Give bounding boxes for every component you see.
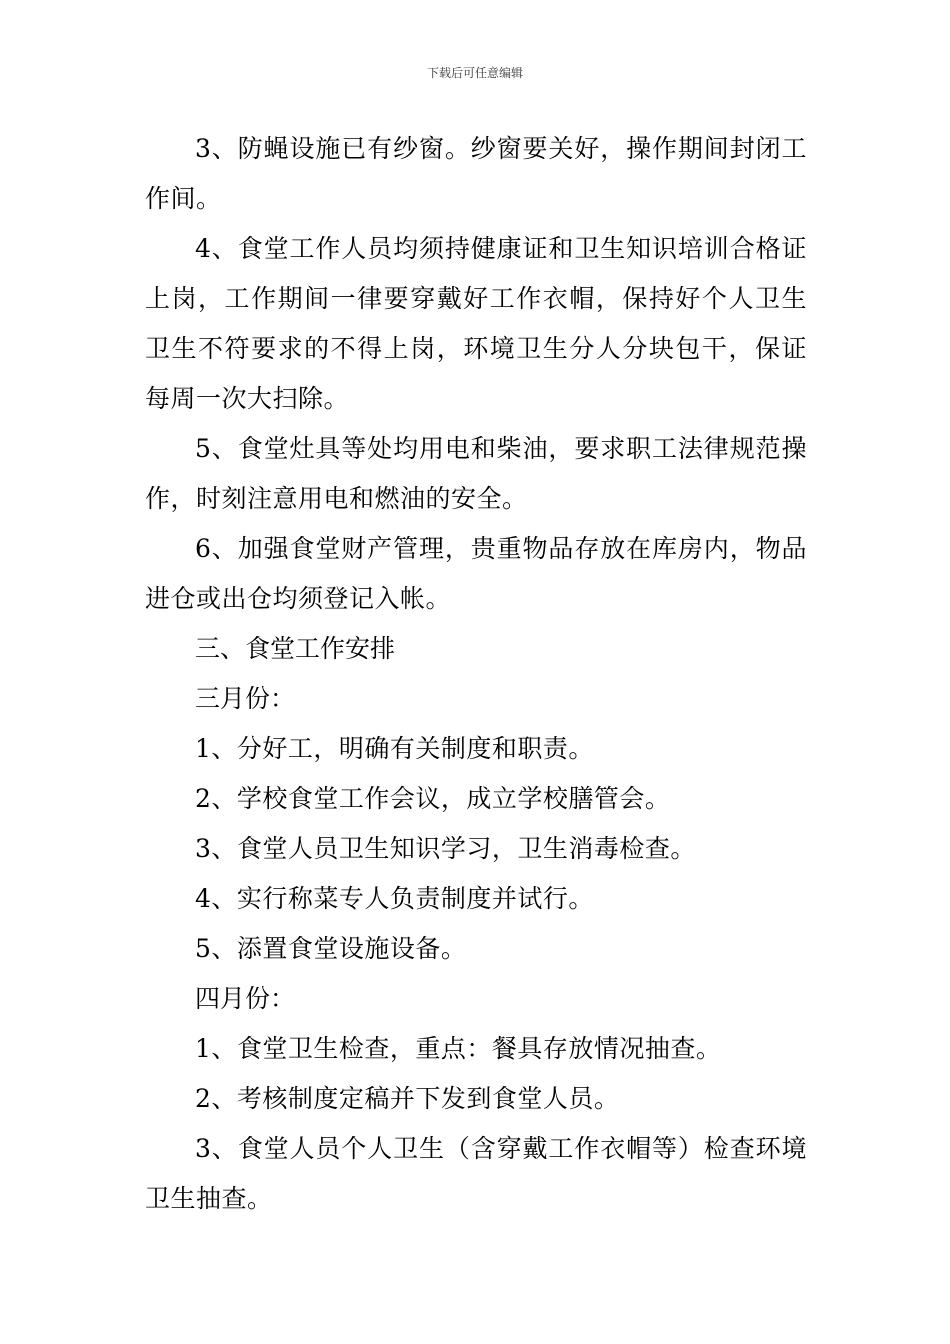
section-heading-work-arrangement: 三、食堂工作安排: [195, 634, 396, 663]
list-item: 5、添置食堂设施设备。: [195, 934, 467, 963]
paragraph-stove-safety: 5、食堂灶具等处均用电和柴油，要求职工法律规范操作，时刻注意用电和燃油的安全。: [145, 434, 807, 513]
list-item: 1、分好工，明确有关制度和职责。: [195, 734, 594, 763]
paragraph-fly-prevention: 3、防蝇设施已有纱窗。纱窗要关好，操作期间封闭工作间。: [145, 134, 807, 213]
list-item: 3、食堂人员卫生知识学习，卫生消毒检查。: [195, 834, 696, 863]
month-heading-march: 三月份：: [195, 684, 296, 713]
list-item: 2、考核制度定稿并下发到食堂人员。: [195, 1084, 620, 1113]
month-heading-april: 四月份：: [195, 984, 296, 1013]
paragraph-staff-health: 4、食堂工作人员均须持健康证和卫生知识培训合格证上岗，工作期间一律要穿戴好工作衣帽，保持好个人卫生卫生不符要求的不得上岗，环境卫生分人分块包干，保证每周一次大扫除。: [145, 234, 807, 413]
paragraph-property-management: 6、加强食堂财产管理，贵重物品存放在库房内，物品进仓或出仓均须登记入帐。: [145, 534, 807, 613]
page-header: 下载后可任意编辑: [426, 66, 523, 80]
list-item: 2、学校食堂工作会议，成立学校膳管会。: [195, 784, 671, 813]
list-item: 3、食堂人员个人卫生（含穿戴工作衣帽等）检查环境卫生抽查。: [145, 1134, 807, 1213]
list-item: 1、食堂卫生检查，重点：餐具存放情况抽查。: [195, 1034, 722, 1063]
document-body: [145, 124, 807, 1224]
list-item: 4、实行称菜专人负责制度并试行。: [195, 884, 594, 913]
